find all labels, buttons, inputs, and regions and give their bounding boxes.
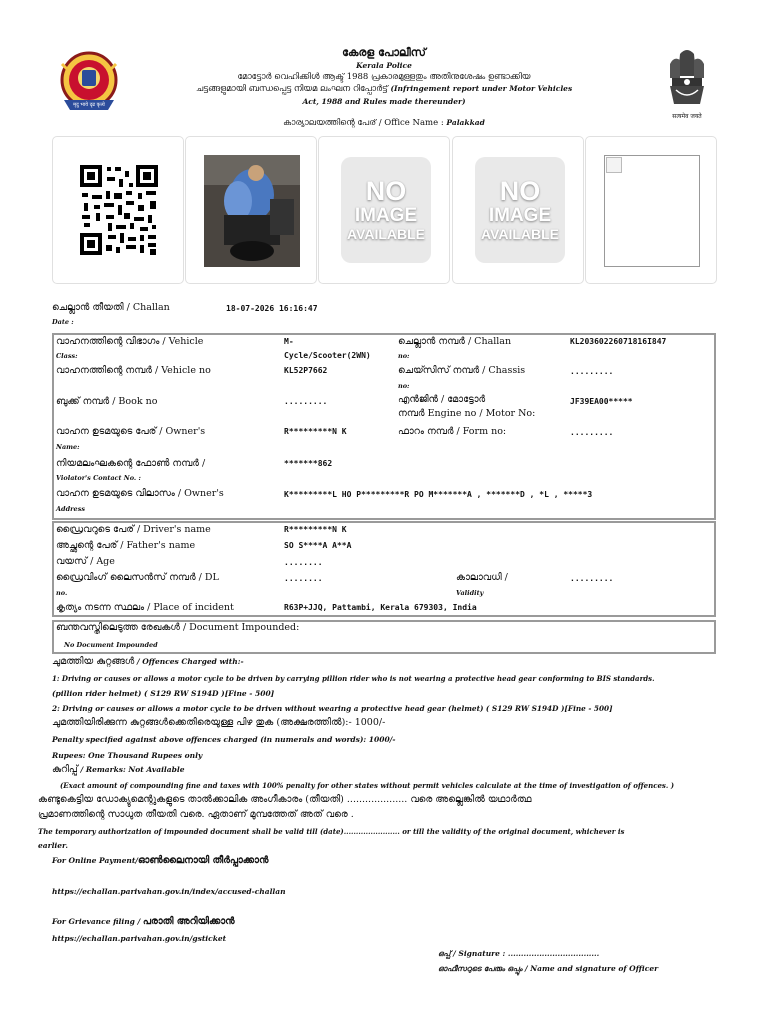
grievance-url[interactable]: https://echallan.parivahan.gov.in/gsticket	[52, 934, 227, 943]
header-line1-ml: മോട്ടോർ വെഹിക്കിൾ ആക്ട് 1988 പ്രകാരമുള്ളതും അതിനുശേഷം ഉണ്ടാക്കിയ	[237, 72, 531, 82]
header-line2-en: (Infringement report under Motor Vehicles	[390, 84, 573, 93]
impounded-label: ബന്തവസ്തിലെടുത്ത രേഖകൾ / Document Impounded:	[56, 622, 300, 633]
dl-no-label: ഡ്രൈവിംഗ് ലൈസൻസ് നമ്പർ / DL	[56, 572, 219, 583]
no-image-placeholder-1	[341, 157, 431, 263]
validity-value: .........	[570, 574, 614, 583]
no-image-big-text: NO	[365, 176, 407, 206]
phone-label: നിയമലംഘകന്റെ ഫോൺ നമ്പർ /	[56, 458, 206, 469]
owner-name-label-2: Name:	[56, 443, 80, 451]
challan-date-value: 18-07-2026 16:16:47	[226, 304, 318, 313]
image-placeholder-card-2	[452, 136, 584, 284]
offences-heading-ml: ചുമത്തിയ കുറ്റങ്ങൾ	[52, 656, 135, 667]
father-name-label: അച്ഛന്റെ പേര് / Father's name	[56, 540, 196, 551]
header-line2-ml: ചട്ടങ്ങളുമായി ബന്ധപ്പെട്ട നിയമ ലംഘന റിപ്പോർട്ട്	[195, 84, 388, 94]
no-image-small-text: AVAILABLE	[346, 226, 426, 242]
office-name-row	[150, 118, 618, 128]
grievance-label-ml: പരാതി അറിയിക്കാൻ	[142, 916, 235, 927]
book-no-label: ബുക്ക് നമ്പർ / Book no	[56, 396, 158, 407]
father-name-value: SO S****A A**A	[284, 541, 352, 550]
owner-address-label-2: Address	[56, 505, 86, 513]
vehicle-no-value: KL52P7662	[284, 366, 328, 375]
vehicle-class-value-1: M-	[284, 337, 294, 346]
officer-name-signature: ഓഫീസറുടെ പേരും ഒപ്പും / Name and signature of Officer	[438, 964, 659, 973]
header-line2	[150, 84, 618, 94]
offences-heading	[52, 656, 244, 667]
temp-authorization-ml-2: പ്രമാണത്തിന്റെ സാധുത തീയതി വരെ. ഏതാണ് മുമ്പത്തേത് അത് വരെ .	[38, 809, 354, 820]
challan-date-label: ചെല്ലാൻ തീയതി / Challan	[52, 302, 170, 313]
age-value: ........	[284, 558, 323, 567]
chassis-label-2: no:	[398, 382, 410, 390]
challan-no-label: ചെല്ലാൻ നമ്പർ / Challan	[398, 336, 512, 347]
violation-photo	[204, 155, 300, 267]
no-image-big-text: NO	[499, 176, 541, 206]
impounded-value: No Document Impounded	[64, 641, 158, 649]
rupees-in-words: Rupees: One Thousand Rupees only	[52, 751, 203, 760]
offence-2: 2: Driving or causes or allows a motor cycle to be driven without wearing a protective head gear (helmet) ( S129 RW S194D )[Fine - 500]	[52, 704, 613, 713]
grievance-label-en: For Grievance filing /	[52, 917, 141, 926]
challan-date-label-en: Date :	[52, 318, 74, 326]
engine-label-2: നമ്പർ Engine no / Motor No:	[398, 408, 536, 419]
violation-photo-card	[185, 136, 317, 284]
remarks-row	[52, 764, 185, 775]
owner-address-label: വാഹന ഉടമയുടെ വിലാസം / Owner's	[56, 488, 224, 499]
book-no-value: .........	[284, 397, 328, 406]
temp-authorization-en-1: The temporary authorization of impounded document shall be valid till (date)....................... or till the validity of the original document, whichever is	[38, 827, 625, 836]
police-logo-motto: मृदु भावे दृढ कृत्ये	[73, 102, 105, 108]
broken-image	[604, 155, 700, 267]
office-name-label: കാര്യാലയത്തിന്റെ പേര് / Office Name :	[283, 118, 444, 128]
form-no-value: .........	[570, 428, 614, 437]
no-image-mid-text: IMAGE	[488, 205, 552, 226]
validity-label: കാലാവധി /	[456, 572, 508, 583]
phone-value: *******862	[284, 459, 333, 468]
vehicle-no-label: വാഹനത്തിന്റെ നമ്പർ / Vehicle no	[56, 365, 211, 376]
no-image-small-text: AVAILABLE	[480, 226, 560, 242]
online-payment-heading	[52, 855, 268, 866]
chassis-label: ചെയ്സിസ് നമ്പർ / Chassis	[398, 365, 526, 376]
vehicle-class-value-2: Cycle/Scooter(2WN)	[284, 351, 371, 360]
dl-no-value: ........	[284, 574, 323, 583]
no-image-mid-text: IMAGE	[354, 205, 418, 226]
offence-1-line-1: 1: Driving or causes or allows a motor cycle to be driven by carrying pillion rider who is not wearing a protective head gear conforming to BIS standards.	[52, 674, 655, 683]
qr-code	[80, 165, 158, 255]
temp-authorization-ml-1: കണ്ടുകെട്ടിയ ഡോക്യുമെന്റുകളുടെ താൽക്കാലിക അംഗീകാരം (തീയതി) .................... വരെ അല്ലെങ്കിൽ യഥാർത്ഥ	[38, 794, 532, 805]
dl-no-label-2: no.	[56, 589, 68, 597]
chassis-value: .........	[570, 367, 614, 376]
offences-heading-en: / Offences Charged with:-	[136, 657, 244, 666]
exact-amount-note: (Exact amount of compounding fine and taxes with 100% penalty for other states without permit vehicles calculate at the time of investigation of offences. )	[60, 781, 675, 790]
remarks-value: / Remarks: Not Available	[80, 765, 185, 774]
challan-no-label-2: no:	[398, 352, 410, 360]
online-payment-url[interactable]: https://echallan.parivahan.gov.in/index/accused-challan	[52, 887, 286, 896]
emblem-motto: सत्यमेव जयते	[672, 113, 702, 120]
no-image-placeholder-2	[475, 157, 565, 263]
age-label: വയസ് / Age	[56, 556, 115, 567]
place-of-incident-label: കൃത്യം നടന്ന സ്ഥലം / Place of incident	[56, 602, 234, 613]
remarks-label-ml: കുറിപ്പ്	[52, 764, 78, 775]
temp-authorization-en-2: earlier.	[38, 841, 68, 850]
online-payment-label-ml: ഓൺലൈനായി തീർപ്പാക്കാൻ	[138, 855, 269, 866]
image-card-broken	[585, 136, 717, 284]
form-no-label: ഫാറം നമ്പർ / Form no:	[398, 426, 507, 437]
qr-code-card	[52, 136, 184, 284]
signature-line: ഒപ്പ് / Signature : ...................................	[438, 949, 600, 958]
online-payment-label-en: For Online Payment/	[52, 856, 139, 865]
vehicle-class-label-2: Class:	[56, 352, 78, 360]
vehicle-class-label: വാഹനത്തിന്റെ വിഭാഗം / Vehicle	[56, 336, 204, 347]
owner-address-value: K*********L HO P*********R PO M*******A , *******D , *L , *****3	[284, 490, 593, 499]
office-name-value: Palakkad	[446, 118, 485, 127]
image-placeholder-card-1	[318, 136, 450, 284]
place-of-incident-value: R63P+JJQ, Pattambi, Kerala 679303, India	[284, 603, 477, 612]
penalty-en: Penalty specified against above offences charged (in numerals and words): 1000/-	[52, 735, 396, 744]
header-title-en: Kerala Police	[356, 61, 412, 70]
driver-name-value: R*********N K	[284, 525, 347, 534]
grievance-heading	[52, 916, 235, 927]
broken-image-icon	[606, 157, 622, 173]
header-line3-en: Act, 1988 and Rules made thereunder)	[302, 97, 466, 106]
header-title-ml: കേരള പോലീസ്	[342, 46, 426, 59]
engine-value: JF39EA00*****	[570, 397, 633, 406]
offence-1-line-2: (pillion rider helmet) ( S129 RW S194D )[Fine - 500]	[52, 689, 275, 698]
national-emblem	[662, 46, 712, 120]
validity-label-2: Validity	[456, 589, 484, 597]
phone-label-2: Violator's Contact No. :	[56, 474, 141, 482]
owner-name-label: വാഹന ഉടമയുടെ പേര് / Owner's	[56, 426, 206, 437]
driver-name-label: ഡ്രൈവറുടെ പേര് / Driver's name	[56, 524, 211, 535]
challan-no-value: KL20360226071816I847	[570, 337, 667, 346]
engine-label: എൻജിൻ / മോട്ടോർ	[398, 394, 486, 405]
penalty-ml: ചുമത്തിയിരിക്കുന്ന കുറ്റങ്ങൾക്കെതിരെയുള്ള പിഴ തുക (അക്ഷരത്തിൽ):- 1000/-	[52, 717, 386, 728]
owner-name-value: R*********N K	[284, 427, 347, 436]
